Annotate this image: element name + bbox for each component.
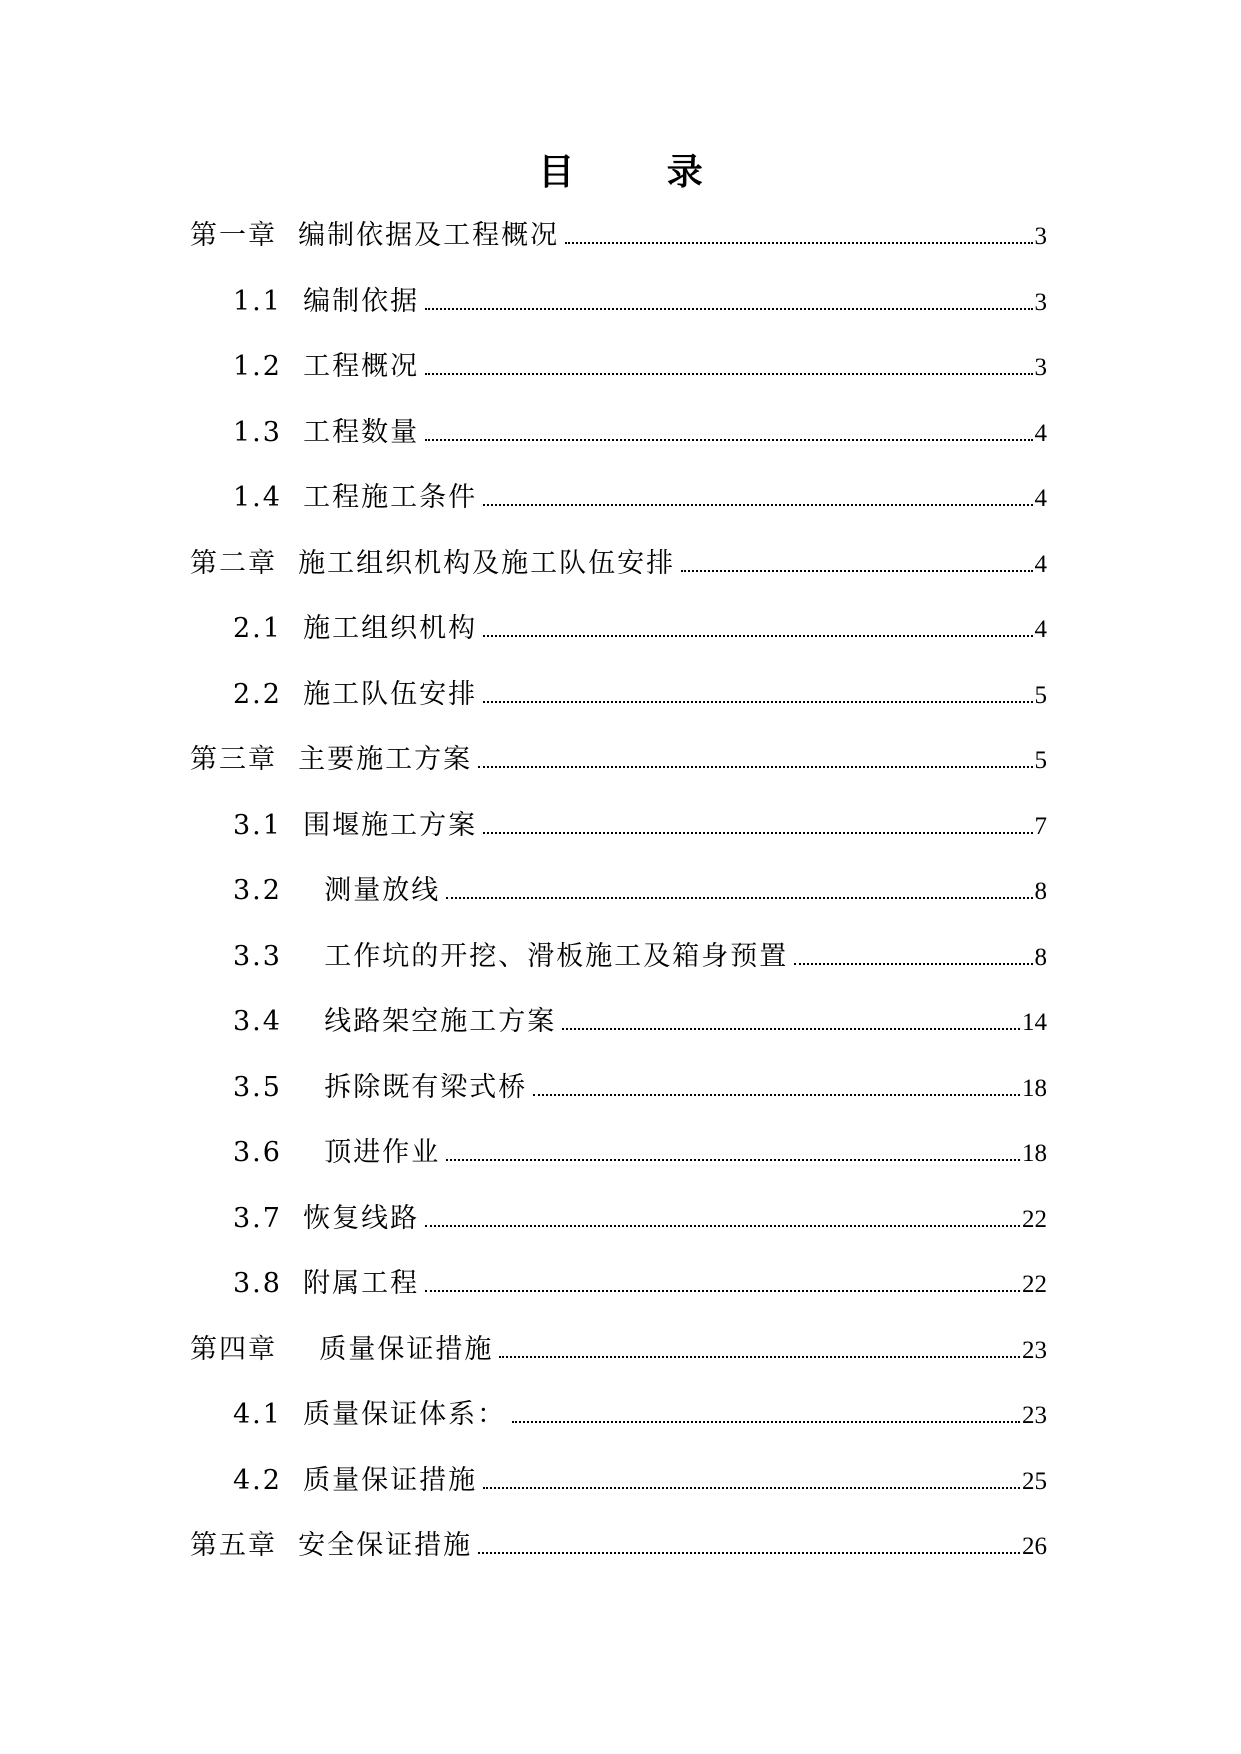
toc-page-number: 3 [1034, 354, 1047, 381]
toc-dot-leader [478, 766, 1032, 768]
toc-page-number: 18 [1022, 1140, 1047, 1167]
toc-section-entry[interactable] [190, 935, 1047, 1001]
toc-entry-title: 第一章 编制依据及工程概况 [190, 220, 560, 251]
toc-dot-leader [565, 242, 1032, 244]
toc-page-number: 14 [1022, 1009, 1047, 1036]
toc-page-number: 25 [1022, 1467, 1047, 1495]
toc-chapter-entry[interactable] [190, 1328, 1047, 1394]
toc-entry-title: 3.3 工作坑的开挖、滑板施工及箱身预置 [233, 940, 789, 972]
toc-section-entry[interactable] [190, 1197, 1047, 1263]
toc-section-entry[interactable] [190, 607, 1047, 673]
toc-dot-leader [483, 832, 1032, 834]
toc-entry-title: 4.1 质量保证体系： [233, 1399, 507, 1430]
toc-page-number: 22 [1022, 1271, 1047, 1298]
toc-page-number: 8 [1034, 943, 1047, 971]
toc-entry-title: 3.6 顶进作业 [233, 1137, 441, 1168]
toc-page-number: 18 [1022, 1074, 1047, 1102]
toc-dot-leader [483, 504, 1032, 506]
toc-entry-title: 2.1 施工组织机构 [233, 613, 478, 644]
toc-section-entry[interactable] [190, 1393, 1047, 1459]
toc-page-number: 4 [1034, 550, 1047, 578]
toc-section-entry[interactable] [190, 1000, 1047, 1066]
toc-section-entry[interactable] [190, 1459, 1047, 1525]
toc-section-entry[interactable] [190, 1066, 1047, 1132]
toc-section-entry[interactable] [190, 673, 1047, 739]
toc-chapter-entry[interactable] [190, 1524, 1047, 1590]
toc-entry-title: 1.1 编制依据 [233, 285, 420, 317]
toc-section-entry[interactable] [190, 869, 1047, 935]
toc-dot-leader [425, 1225, 1020, 1227]
toc-entry-title: 1.2 工程概况 [233, 351, 420, 382]
toc-chapter-entry[interactable] [190, 738, 1047, 804]
toc-section-entry[interactable] [190, 280, 1047, 346]
toc-dot-leader [499, 1356, 1020, 1358]
toc-entry-title: 3.8 附属工程 [233, 1268, 420, 1299]
toc-page-number: 4 [1034, 616, 1047, 643]
toc-list [190, 214, 1047, 1590]
toc-dot-leader [425, 439, 1032, 441]
toc-page-number: 3 [1034, 223, 1047, 250]
toc-dot-leader [425, 1290, 1020, 1292]
toc-dot-leader [512, 1421, 1020, 1423]
toc-dot-leader [681, 570, 1032, 572]
toc-page-number: 8 [1034, 878, 1047, 905]
toc-entry-title: 3.1 围堰施工方案 [233, 809, 478, 841]
toc-page-number: 5 [1034, 681, 1047, 709]
toc-dot-leader [794, 963, 1032, 965]
toc-section-entry[interactable] [190, 345, 1047, 411]
toc-dot-leader [483, 635, 1032, 637]
toc-dot-leader [425, 308, 1032, 310]
toc-page-number: 5 [1034, 747, 1047, 774]
toc-page-number: 23 [1022, 1402, 1047, 1429]
toc-entry-title: 3.5 拆除既有梁式桥 [233, 1071, 528, 1103]
toc-page-number: 22 [1022, 1205, 1047, 1233]
toc-chapter-entry[interactable] [190, 542, 1047, 608]
toc-entry-title: 3.4 线路架空施工方案 [233, 1006, 557, 1037]
toc-entry-title: 第三章 主要施工方案 [190, 744, 473, 775]
toc-entry-title: 第四章 质量保证措施 [190, 1333, 494, 1365]
toc-dot-leader [446, 1159, 1020, 1161]
toc-page-number: 23 [1022, 1336, 1047, 1364]
toc-entry-title: 1.3 工程数量 [233, 416, 420, 448]
toc-section-entry[interactable] [190, 411, 1047, 477]
toc-dot-leader [562, 1028, 1020, 1030]
toc-entry-title: 3.7 恢复线路 [233, 1202, 420, 1234]
toc-page-number: 4 [1034, 485, 1047, 512]
toc-page-number: 3 [1034, 288, 1047, 316]
toc-dot-leader [425, 373, 1032, 375]
toc-dot-leader [483, 1487, 1020, 1489]
toc-entry-title: 2.2 施工队伍安排 [233, 678, 478, 710]
toc-entry-title: 第二章 施工组织机构及施工队伍安排 [190, 547, 676, 579]
toc-chapter-entry[interactable] [190, 214, 1047, 280]
toc-dot-leader [446, 897, 1032, 899]
toc-entry-title: 1.4 工程施工条件 [233, 482, 478, 513]
toc-section-entry[interactable] [190, 476, 1047, 542]
toc-entry-title: 3.2 测量放线 [233, 875, 441, 906]
toc-page-number: 7 [1034, 812, 1047, 840]
toc-dot-leader [483, 701, 1032, 703]
toc-dot-leader [533, 1094, 1020, 1096]
toc-section-entry[interactable] [190, 1131, 1047, 1197]
toc-entry-title: 第五章 安全保证措施 [190, 1530, 473, 1561]
toc-page-number: 26 [1022, 1533, 1047, 1560]
toc-title: 目 录 [538, 151, 743, 193]
toc-section-entry[interactable] [190, 804, 1047, 870]
toc-dot-leader [478, 1552, 1020, 1554]
toc-section-entry[interactable] [190, 1262, 1047, 1328]
toc-entry-title: 4.2 质量保证措施 [233, 1464, 478, 1496]
toc-page-number: 4 [1034, 419, 1047, 447]
